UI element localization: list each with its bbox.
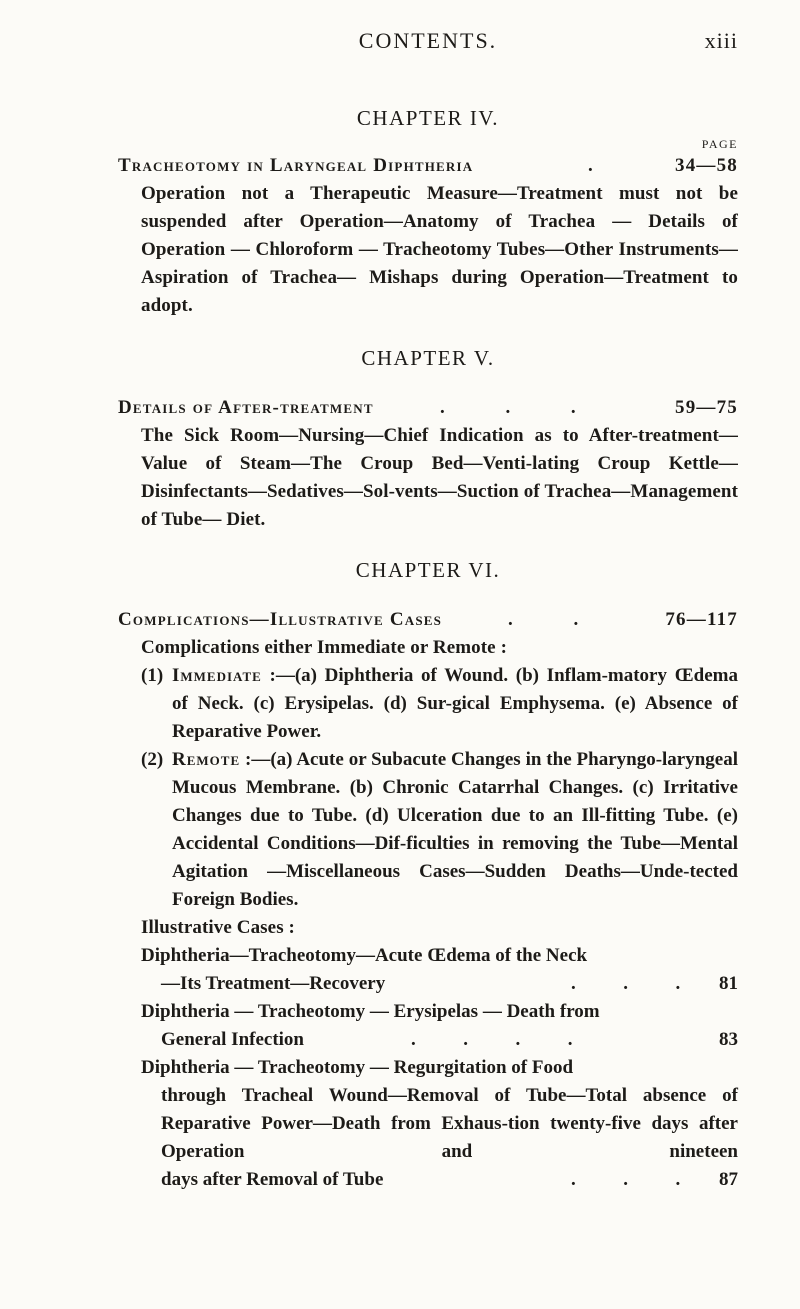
chapter-iv-page-range: 34—58 [675, 155, 738, 176]
running-head-page-number: xiii [704, 28, 738, 53]
running-head [118, 22, 738, 62]
case-line: Diphtheria—Tracheotomy—Acute Œdema of the Neck [141, 945, 588, 966]
chapter-iv-leader: . [588, 155, 594, 176]
chapter-vi [118, 556, 738, 1194]
page-column-label: PAGE [701, 137, 738, 151]
item-body [172, 662, 738, 746]
item-body [172, 746, 738, 914]
chapter-v-title-line [118, 394, 738, 422]
chapter-iv [118, 104, 738, 320]
chapter-vi-title: Complications—Illustrative Cases [118, 609, 443, 630]
chapter-v-summary: The Sick Room—Nursing—Chief Indication as to After-treatment—Value of Steam—The Croup Bed—Venti-lating Croup Kettle—Disinfectants—Sedatives—Sol-vents—Suction of Trachea—Management of Tube— Diet. [141, 425, 738, 530]
case-leader: . . . [571, 1169, 681, 1190]
chapter-iv-title-line [118, 152, 738, 180]
chapter-vi-leader: . . [508, 609, 580, 630]
item-lead: Immediate [172, 665, 262, 686]
chapter-vi-title-line [118, 606, 738, 634]
item-number: (1) [141, 665, 164, 686]
illustrative-cases-label: Illustrative Cases : [141, 917, 295, 938]
chapter-vi-heading: CHAPTER VI. [355, 558, 501, 582]
chapter-iv-heading: CHAPTER IV. [356, 106, 500, 130]
case-leader: . . . [571, 973, 681, 994]
complications-intro: Complications either Immediate or Remote : [141, 637, 507, 658]
item-text: :—(a) Acute or Subacute Changes in the Pharyngo-laryngeal Mucous Membrane. (b) Chronic Catarrhal Changes. (c) Irritative Changes due to Tube. (d) Ulceration due to an Ill-fitting Tube. (e) Accidental Conditions—Dif-ficulties in removing the Tube—Mental Agitation —Miscellaneous Cases—Sudden Deaths—Unde-tected Foreign Bodies. [172, 749, 739, 910]
chapter-iv-summary: Operation not a Therapeutic Measure—Treatment must not be suspended after Operation—Anatomy of Trachea — Details of Operation — Chloroform — Tracheotomy Tubes—Other Instruments—Aspiration of Trachea— Mishaps during Operation—Treatment to adopt. [141, 183, 738, 316]
case-line-last [161, 1026, 738, 1054]
item-number: (2) [141, 749, 164, 770]
case-text: General Infection [161, 1029, 305, 1050]
case-leader: . . . . [411, 1029, 573, 1050]
case-line: Diphtheria — Tracheotomy — Erysipelas — Death from [141, 1001, 600, 1022]
case-text: —Its Treatment—Recovery [161, 973, 386, 994]
case-text-middle: through Tracheal Wound—Removal of Tube—Total absence of Reparative Power—Death from Exhaus-tion twenty-five days after Operation and nineteen [161, 1085, 738, 1162]
item-lead: Remote [172, 749, 241, 770]
case-entry-3 [118, 1054, 738, 1194]
chapter-v-heading: CHAPTER V. [361, 346, 495, 370]
case-entry-2 [118, 998, 738, 1054]
chapter-iv-title: Tracheotomy in Laryngeal Diphtheria [118, 155, 474, 176]
complication-immediate [118, 662, 738, 746]
chapter-vi-page-range: 76—117 [665, 609, 738, 630]
case-line-last [161, 1166, 738, 1194]
item-text: :—(a) Diphtheria of Wound. (b) Inflam-matory Œdema of Neck. (c) Erysipelas. (d) Sur-gical Emphysema. (e) Absence of Reparative Power. [172, 665, 738, 742]
chapter-v-leader: . . . [440, 397, 577, 418]
case-line-last [161, 970, 738, 998]
case-page: 81 [719, 973, 738, 994]
case-page: 83 [719, 1029, 738, 1050]
running-head-title: CONTENTS. [358, 28, 498, 53]
chapter-v [118, 344, 738, 534]
case-entry-1 [118, 942, 738, 998]
case-line: Diphtheria — Tracheotomy — Regurgitation of Food [141, 1057, 574, 1078]
case-page: 87 [719, 1169, 738, 1190]
chapter-v-title: Details of After-treatment [118, 397, 374, 418]
case-text: days after Removal of Tube [161, 1169, 384, 1190]
complication-remote [118, 746, 738, 914]
chapter-v-page-range: 59—75 [675, 397, 738, 418]
